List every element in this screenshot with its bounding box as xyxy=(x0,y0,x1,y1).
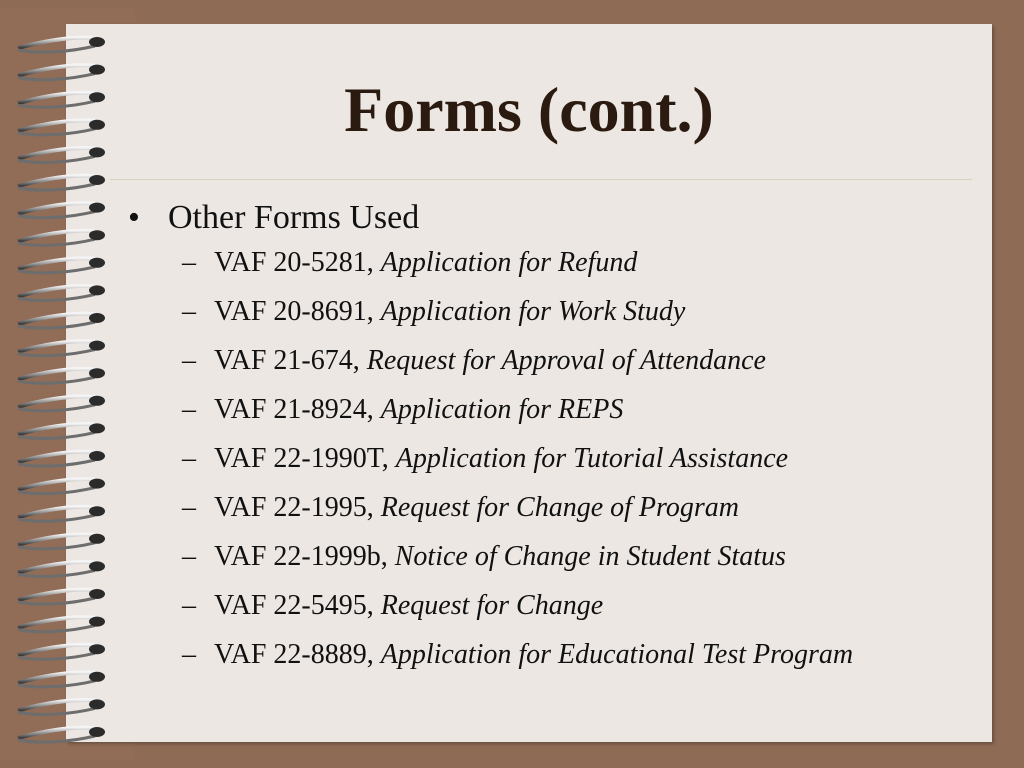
coil-wire xyxy=(18,645,95,655)
coil-hole xyxy=(89,672,105,682)
dash-icon: – xyxy=(182,296,196,327)
form-code: VAF 21-674, xyxy=(214,345,360,376)
coil-hole xyxy=(89,479,105,489)
coil-wire xyxy=(18,38,95,48)
coil-hole xyxy=(89,561,105,571)
form-code: VAF 22-8889, xyxy=(214,639,374,670)
coil-wire xyxy=(18,728,95,738)
coil-wire xyxy=(18,452,95,462)
bullet-icon: • xyxy=(128,199,140,236)
coil-wire xyxy=(18,286,95,296)
form-code: VAF 20-8691, xyxy=(214,296,374,327)
form-text xyxy=(214,634,968,675)
form-name: Application for Tutorial Assistance xyxy=(395,443,789,474)
coil-wire xyxy=(18,396,95,406)
coil-wire xyxy=(18,176,95,186)
form-name: Application for Educational Test Program xyxy=(380,639,854,670)
bullet-item xyxy=(128,194,968,242)
coil-hole xyxy=(89,285,105,295)
bullet-text: Other Forms Used xyxy=(168,199,420,236)
form-code: VAF 22-1990T, xyxy=(214,443,389,474)
form-code: VAF 22-1995, xyxy=(214,492,374,523)
coil-hole xyxy=(89,258,105,268)
coil-hole xyxy=(89,341,105,351)
form-code: VAF 21-8924, xyxy=(214,394,374,425)
form-text xyxy=(214,340,968,381)
coil-hole xyxy=(89,506,105,516)
form-item xyxy=(182,291,968,332)
dash-icon: – xyxy=(182,541,196,572)
slide-title: Forms (cont.) xyxy=(344,74,714,145)
form-item xyxy=(182,487,968,528)
title-divider xyxy=(110,179,972,180)
coil-hole xyxy=(89,423,105,433)
coil-hole xyxy=(89,699,105,709)
form-name: Application for REPS xyxy=(380,394,624,425)
slide-content xyxy=(128,194,968,683)
dash-icon: – xyxy=(182,394,196,425)
form-item xyxy=(182,536,968,577)
coil-wire xyxy=(18,203,95,213)
coil-hole xyxy=(89,644,105,654)
form-text xyxy=(214,487,968,528)
coil-hole xyxy=(89,451,105,461)
coil-hole xyxy=(89,230,105,240)
coil-wire xyxy=(18,507,95,517)
form-name: Application for Refund xyxy=(380,247,638,278)
coil-wire xyxy=(18,672,95,682)
form-text xyxy=(214,242,968,283)
dash-icon: – xyxy=(182,492,196,523)
coil-wire xyxy=(18,479,95,489)
form-code: VAF 22-5495, xyxy=(214,590,374,621)
coil-hole xyxy=(89,203,105,213)
dash-icon: – xyxy=(182,345,196,376)
coil-hole xyxy=(89,368,105,378)
form-item xyxy=(182,242,968,283)
coil-wire xyxy=(18,534,95,544)
coil-wire xyxy=(18,341,95,351)
form-name: Notice of Change in Student Status xyxy=(394,541,786,572)
form-text xyxy=(214,536,968,577)
form-name: Request for Approval of Attendance xyxy=(366,345,766,376)
coil-hole xyxy=(89,396,105,406)
dash-icon: – xyxy=(182,590,196,621)
form-text xyxy=(214,389,968,430)
coil-wire xyxy=(18,369,95,379)
coil-wire xyxy=(18,258,95,268)
coil-hole xyxy=(89,617,105,627)
form-code: VAF 22-1999b, xyxy=(214,541,388,572)
dash-icon: – xyxy=(182,247,196,278)
coil-wire xyxy=(18,231,95,241)
form-item xyxy=(182,585,968,626)
coil-wire xyxy=(18,314,95,324)
form-item xyxy=(182,340,968,381)
coil-hole xyxy=(89,313,105,323)
form-item xyxy=(182,634,968,675)
coil-wire xyxy=(18,424,95,434)
form-text xyxy=(214,291,968,332)
forms-list xyxy=(128,242,968,675)
coil-hole xyxy=(89,589,105,599)
coil-wire xyxy=(18,617,95,627)
coil-hole xyxy=(89,37,105,47)
form-text xyxy=(214,585,968,626)
dash-icon: – xyxy=(182,443,196,474)
coil-wire xyxy=(18,700,95,710)
dash-icon: – xyxy=(182,639,196,670)
form-item xyxy=(182,438,968,479)
form-text xyxy=(214,438,968,479)
form-code: VAF 20-5281, xyxy=(214,247,374,278)
coil-hole xyxy=(89,175,105,185)
form-name: Application for Work Study xyxy=(380,296,686,327)
coil-hole xyxy=(89,727,105,737)
form-item xyxy=(182,389,968,430)
coil-hole xyxy=(89,147,105,157)
form-name: Request for Change xyxy=(380,590,604,621)
coil-wire xyxy=(18,148,95,158)
coil-hole xyxy=(89,534,105,544)
coil-wire xyxy=(18,590,95,600)
coil-wire xyxy=(18,562,95,572)
form-name: Request for Change of Program xyxy=(380,492,740,523)
